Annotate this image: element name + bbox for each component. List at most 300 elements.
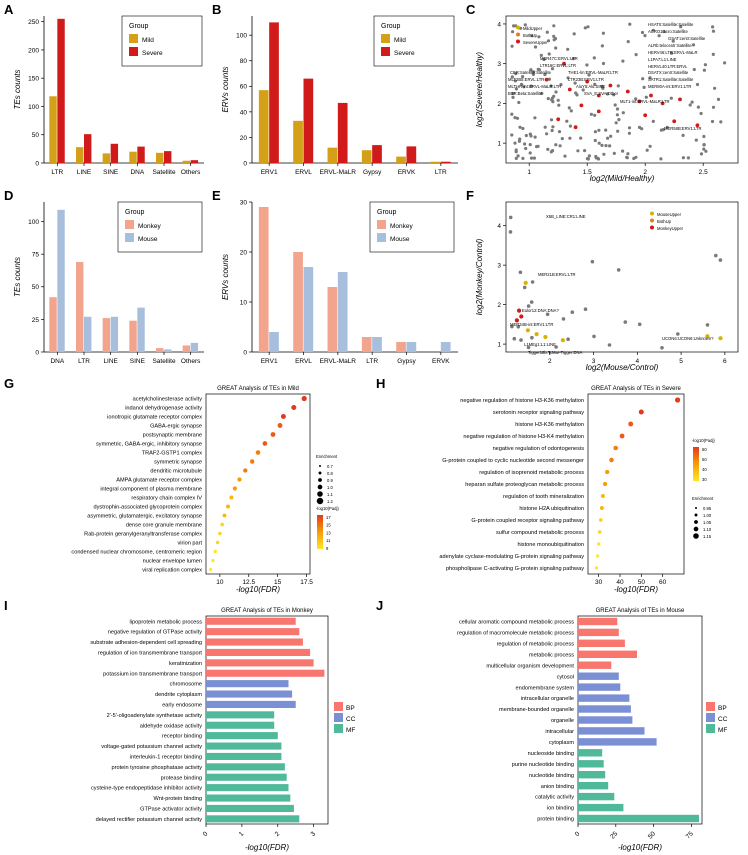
scatter-point — [533, 157, 536, 160]
svg-text:LINE: LINE — [76, 169, 92, 176]
bar — [206, 628, 299, 635]
svg-text:20: 20 — [239, 134, 247, 142]
scatter-point-highlight — [524, 281, 528, 285]
panel-label-c: C — [466, 2, 476, 17]
legend-swatch — [377, 233, 386, 242]
scatter-point — [517, 101, 520, 104]
svg-text:50: 50 — [646, 830, 658, 841]
legend-size-dot — [318, 485, 323, 490]
scatter-point — [704, 150, 707, 153]
bar — [206, 805, 294, 812]
svg-text:1.1: 1.1 — [327, 492, 333, 497]
scatter-point — [691, 101, 694, 104]
svg-text:1.10: 1.10 — [703, 527, 712, 532]
svg-text:HSATII:Satellite:Satellite: HSATII:Satellite:Satellite — [648, 22, 694, 27]
bar — [328, 148, 338, 163]
scatter-point — [554, 46, 557, 49]
svg-text:MLTHR-int:ERVL-MaLR:LTR: MLTHR-int:ERVL-MaLR:LTR — [508, 84, 562, 89]
scatter-point — [693, 68, 696, 71]
svg-text:MF: MF — [346, 727, 356, 734]
scatter-point — [682, 156, 685, 159]
scatter-point — [593, 56, 596, 59]
scatter-point — [545, 132, 548, 135]
dot-point — [281, 414, 286, 419]
svg-text:5: 5 — [679, 358, 683, 365]
legend-swatch — [334, 713, 343, 722]
svg-text:early endosome: early endosome — [162, 702, 202, 709]
panel-label-f: F — [466, 188, 474, 203]
svg-text:regulation of metabolic proces: regulation of metabolic process — [496, 641, 574, 648]
svg-text:100: 100 — [28, 103, 39, 111]
bar — [578, 716, 632, 723]
scatter-point-highlight — [678, 98, 682, 102]
svg-text:100: 100 — [28, 218, 39, 226]
svg-text:endomembrane system: endomembrane system — [515, 685, 574, 692]
svg-text:GSAT:centr:Satellite: GSAT:centr:Satellite — [668, 36, 706, 41]
dot-point — [601, 494, 605, 498]
panel-label-i: I — [4, 598, 8, 613]
legend-colorbar — [317, 515, 323, 549]
svg-text:AMPA glutamate receptor comple: AMPA glutamate receptor complex — [116, 477, 202, 484]
chart-j — [382, 604, 744, 852]
bar — [578, 727, 645, 734]
scatter-point — [551, 100, 554, 103]
scatter-point — [723, 61, 726, 64]
svg-text:Rab-protein geranylgeranyltran: Rab-protein geranylgeranyltransferase complex — [84, 531, 202, 538]
legend-size-dot — [317, 498, 324, 505]
scatter-point — [598, 142, 601, 145]
legend-size-dot — [695, 507, 697, 509]
bar — [137, 147, 144, 163]
scatter-point — [591, 260, 595, 264]
svg-text:4: 4 — [635, 358, 640, 365]
dot-point — [213, 550, 216, 553]
svg-text:integral component of plasma m: integral component of plasma membrane — [100, 486, 202, 493]
bar — [57, 210, 64, 352]
svg-text:75: 75 — [31, 251, 39, 259]
scatter-point — [523, 286, 527, 290]
scatter-point — [586, 25, 589, 28]
bar — [156, 348, 163, 352]
scatter-point — [594, 139, 597, 142]
scatter-point-highlight — [626, 90, 630, 94]
dot-point — [600, 506, 604, 510]
scatter-point-highlight — [609, 84, 613, 88]
svg-text:CC: CC — [346, 716, 356, 723]
dot-point — [609, 458, 613, 462]
bar — [191, 160, 198, 163]
scatter-point — [695, 139, 698, 142]
svg-text:TEs counts: TEs counts — [13, 69, 22, 110]
bar — [76, 262, 83, 352]
scatter-point — [704, 63, 707, 66]
scatter-point — [530, 157, 533, 160]
svg-text:cytoplasm: cytoplasm — [548, 740, 574, 746]
svg-text:HERVL40:LTR:ERVL: HERVL40:LTR:ERVL — [648, 64, 688, 69]
dot-point — [250, 459, 254, 463]
dot-point — [237, 477, 241, 481]
svg-text:GREAT Analysis of TEs in Mild: GREAT Analysis of TEs in Mild — [217, 386, 299, 392]
scatter-point — [529, 134, 532, 137]
bar — [578, 651, 637, 658]
scatter-point — [554, 90, 557, 93]
scatter-point — [550, 118, 553, 121]
svg-text:-log10(FDR): -log10(FDR) — [613, 585, 659, 594]
svg-text:log2(Mild/Healthy): log2(Mild/Healthy) — [589, 174, 655, 183]
scatter-point — [533, 116, 536, 119]
svg-text:40: 40 — [616, 579, 624, 586]
svg-text:ERVs counts: ERVs counts — [221, 253, 230, 301]
svg-text:BP: BP — [718, 705, 727, 712]
scatter-point — [608, 343, 612, 347]
bar — [259, 90, 269, 163]
svg-text:1.5: 1.5 — [582, 169, 592, 176]
scatter-point — [519, 338, 523, 342]
svg-text:intracellular: intracellular — [545, 729, 574, 735]
scatter-point — [621, 60, 624, 63]
svg-text:lipoprotein metabolic process: lipoprotein metabolic process — [129, 619, 202, 626]
svg-text:0.8: 0.8 — [327, 471, 333, 476]
scatter-point — [509, 216, 513, 220]
bar — [578, 749, 602, 756]
scatter-point — [537, 35, 540, 38]
legend-colorbar — [693, 447, 699, 481]
svg-text:BothUp: BothUp — [523, 33, 537, 38]
scatter-point — [702, 135, 705, 138]
scatter-point — [703, 69, 706, 72]
svg-text:MER80A-int:ERV1:LTR: MER80A-int:ERV1:LTR — [648, 84, 692, 89]
svg-text:SINE: SINE — [103, 169, 119, 176]
svg-text:1: 1 — [237, 830, 246, 838]
svg-text:13: 13 — [326, 530, 331, 536]
svg-text:symmetric, GABA-ergic, inhibit: symmetric, GABA-ergic, inhibitory synapse — [95, 441, 202, 448]
scatter-point — [641, 77, 644, 80]
scatter-point — [544, 126, 547, 129]
svg-text:LINE: LINE — [103, 358, 118, 365]
scatter-point — [568, 106, 571, 109]
legend-size-dot — [693, 533, 699, 539]
svg-text:DNA: DNA — [50, 358, 65, 365]
scatter-point-highlight — [718, 336, 722, 340]
svg-text:0: 0 — [35, 349, 39, 357]
svg-text:dendritic microtubule: dendritic microtubule — [150, 468, 202, 475]
svg-text:viral replication complex: viral replication complex — [142, 567, 202, 574]
bar — [206, 795, 290, 802]
bar — [206, 701, 296, 708]
scatter-point — [511, 45, 514, 48]
svg-text:X5B_LINE:CR1:LINE: X5B_LINE:CR1:LINE — [546, 214, 586, 219]
bar — [183, 161, 190, 163]
svg-text:MER58B:ERV1:LTR: MER58B:ERV1:LTR — [664, 126, 702, 131]
svg-text:phospholipase C-activating G-p: phospholipase C-activating G-protein signaling pathway — [445, 566, 584, 573]
panel-label-d: D — [4, 188, 14, 203]
svg-text:SATR1:Satellite:Satellite: SATR1:Satellite:Satellite — [648, 77, 694, 82]
scatter-point — [616, 113, 619, 116]
svg-text:0.9: 0.9 — [327, 478, 333, 483]
chart-i — [10, 604, 370, 852]
svg-text:negative regulation of GTPase: negative regulation of GTPase activity — [107, 629, 202, 636]
bar — [578, 771, 605, 778]
svg-text:CER:Satellite:Satellite: CER:Satellite:Satellite — [510, 70, 551, 75]
bar — [76, 147, 83, 163]
dot-point — [599, 518, 603, 522]
svg-text:ERVL-MaLR: ERVL-MaLR — [319, 358, 357, 365]
legend-dot — [516, 26, 520, 30]
bar — [156, 153, 163, 163]
scatter-point — [583, 149, 586, 152]
scatter-point — [525, 134, 528, 137]
bar — [111, 144, 118, 163]
svg-text:ERVs counts: ERVs counts — [221, 66, 230, 113]
scatter-point — [689, 103, 692, 106]
svg-text:regulation of tooth mineraliza: regulation of tooth mineralization — [503, 494, 584, 501]
svg-text:50: 50 — [31, 132, 39, 140]
svg-text:indanol dehydrogenase activity: indanol dehydrogenase activity — [125, 405, 202, 412]
svg-text:UCON6:UCON6:Unknown?: UCON6:UCON6:Unknown? — [662, 336, 714, 341]
scatter-point — [702, 143, 705, 146]
svg-text:1.2: 1.2 — [327, 499, 333, 504]
bar — [129, 152, 136, 163]
svg-text:2: 2 — [643, 169, 648, 176]
svg-text:BP: BP — [346, 705, 355, 712]
bar — [578, 705, 631, 712]
panel-label-j: J — [376, 598, 384, 613]
scatter-point — [617, 268, 621, 272]
svg-text:DSATX:centr:Satellite: DSATX:centr:Satellite — [648, 70, 689, 75]
scatter-point — [562, 317, 566, 321]
svg-text:catalytic activity: catalytic activity — [535, 794, 574, 801]
svg-text:ERVL: ERVL — [295, 169, 312, 176]
scatter-point-highlight — [535, 332, 539, 336]
svg-text:MER47C:ERVL:LTR: MER47C:ERVL:LTR — [540, 56, 578, 61]
legend-swatch — [377, 220, 386, 229]
svg-text:15: 15 — [326, 522, 331, 528]
scatter-point — [576, 149, 579, 152]
svg-text:17.5: 17.5 — [300, 579, 313, 586]
scatter-point — [643, 34, 646, 37]
svg-text:purine nucleotide binding: purine nucleotide binding — [511, 761, 574, 768]
svg-text:12.5: 12.5 — [242, 579, 256, 586]
scatter-point — [569, 125, 572, 128]
bar — [407, 146, 417, 163]
dot-point — [620, 434, 625, 439]
bar — [164, 151, 171, 163]
svg-text:Others: Others — [180, 358, 201, 365]
scatter-point — [706, 323, 710, 327]
svg-text:60: 60 — [239, 83, 247, 91]
scatter-point — [712, 53, 715, 56]
scatter-point — [566, 48, 569, 51]
chart-e — [218, 194, 464, 372]
scatter-point — [609, 135, 612, 138]
panel-label-e: E — [212, 188, 221, 203]
svg-text:GTPase activator activity: GTPase activator activity — [140, 806, 202, 813]
bar — [441, 162, 451, 163]
bar — [578, 782, 608, 789]
bar — [137, 308, 144, 352]
scatter-point — [517, 154, 520, 157]
svg-text:DNA: DNA — [130, 169, 145, 176]
panel-h-great-severe — [382, 382, 744, 594]
bar — [578, 673, 619, 680]
svg-text:TEs counts: TEs counts — [13, 256, 22, 298]
dot-point — [233, 486, 237, 490]
legend-size-dot — [695, 514, 698, 517]
svg-text:1.00: 1.00 — [703, 513, 712, 518]
bar — [578, 629, 619, 636]
scatter-point-highlight — [649, 94, 653, 98]
svg-text:11: 11 — [326, 538, 331, 544]
scatter-point — [628, 23, 631, 26]
bar — [57, 19, 64, 163]
svg-text:log2(Severe/Healthy): log2(Severe/Healthy) — [475, 51, 484, 128]
scatter-point — [714, 254, 718, 258]
svg-text:regulation of ion transmembran: regulation of ion transmembrane transport — [97, 650, 202, 657]
scatter-point — [697, 106, 700, 109]
scatter-point — [615, 121, 618, 124]
scatter-point — [601, 44, 604, 47]
svg-text:regulation of isoprenoid metab: regulation of isoprenoid metabolic process — [479, 470, 584, 477]
svg-text:LTR: LTR — [51, 169, 64, 176]
bar — [269, 22, 279, 163]
scatter-point — [534, 136, 537, 139]
scatter-point — [616, 130, 619, 133]
svg-text:potassium ion transmembrane tr: potassium ion transmembrane transport — [103, 671, 202, 678]
scatter-point — [568, 137, 571, 140]
svg-text:GREAT Analysis of TEs in Monke: GREAT Analysis of TEs in Monkey — [221, 608, 313, 614]
panel-c-scatter-severe-mild — [472, 8, 744, 183]
svg-text:ERVL: ERVL — [295, 358, 312, 365]
scatter-point — [566, 337, 570, 341]
svg-text:Monkey: Monkey — [390, 223, 413, 230]
svg-text:Group: Group — [377, 209, 397, 216]
dot-point — [613, 446, 618, 451]
scatter-point — [652, 120, 655, 123]
bar — [164, 349, 171, 352]
svg-text:protease binding: protease binding — [160, 775, 202, 782]
dot-point — [598, 530, 602, 534]
scatter-point — [554, 143, 557, 146]
svg-text:ionotropic glutamate receptor: ionotropic glutamate receptor complex — [107, 414, 202, 421]
dot-point — [226, 505, 230, 509]
svg-text:-log10(FDR): -log10(FDR) — [617, 843, 663, 852]
svg-text:GREAT Analysis of TEs in Mouse: GREAT Analysis of TEs in Mouse — [595, 608, 685, 614]
svg-text:voltage-gated potassium channe: voltage-gated potassium channel activity — [101, 744, 202, 751]
chart-g — [10, 382, 370, 594]
scatter-point — [509, 230, 513, 234]
svg-text:virion part: virion part — [177, 540, 202, 547]
scatter-point — [511, 30, 514, 33]
bar — [129, 321, 136, 352]
scatter-point — [660, 346, 664, 350]
bar — [206, 618, 296, 625]
legend-swatch — [129, 34, 138, 43]
svg-text:9: 9 — [326, 545, 329, 551]
dot-point — [278, 423, 283, 428]
svg-text:-log10(Padj): -log10(Padj) — [316, 506, 339, 511]
scatter-point — [627, 40, 630, 43]
bar — [338, 272, 348, 352]
dot-point — [218, 532, 222, 536]
svg-text:2: 2 — [273, 830, 282, 838]
scatter-point — [717, 98, 720, 101]
svg-text:LTR16C:ERVL:LTR: LTR16C:ERVL:LTR — [540, 63, 577, 68]
bar — [293, 252, 303, 352]
panel-g-great-mild — [10, 382, 370, 594]
scatter-point-highlight — [672, 119, 676, 123]
scatter-point — [588, 154, 591, 157]
svg-text:1.0: 1.0 — [327, 485, 333, 490]
bar — [183, 345, 190, 352]
scatter-point — [557, 104, 560, 107]
panel-f-scatter-monkey-mouse — [472, 194, 744, 372]
svg-text:MildUpper: MildUpper — [523, 26, 543, 31]
legend-swatch — [125, 220, 134, 229]
svg-text:serotonin receptor signaling p: serotonin receptor signaling pathway — [492, 410, 584, 417]
svg-text:MF: MF — [718, 727, 728, 734]
svg-text:heparan sulfate proteoglycan m: heparan sulfate proteoglycan metabolic process — [465, 482, 584, 489]
legend-dot — [650, 219, 654, 223]
legend-dot — [650, 212, 654, 216]
panel-b-ervs-counts-group — [218, 8, 464, 183]
scatter-point — [571, 310, 575, 314]
svg-text:80: 80 — [239, 58, 247, 66]
scatter-point — [592, 335, 596, 339]
scatter-point — [529, 143, 532, 146]
svg-text:condensed nuclear chromosome,: condensed nuclear chromosome, centromeric region — [71, 549, 202, 556]
scatter-point — [524, 147, 527, 150]
scatter-point — [546, 313, 550, 317]
svg-text:6: 6 — [723, 358, 727, 365]
svg-text:0: 0 — [243, 349, 247, 357]
svg-text:40: 40 — [239, 109, 247, 117]
scatter-point — [613, 152, 616, 155]
dot-point — [220, 523, 224, 527]
legend-swatch — [706, 713, 715, 722]
bar — [578, 694, 629, 701]
svg-text:respiratory chain complex IV: respiratory chain complex IV — [131, 495, 202, 502]
scatter-point — [711, 120, 714, 123]
panel-a-tes-counts-group — [10, 8, 210, 183]
legend-swatch — [381, 34, 390, 43]
svg-text:0: 0 — [35, 160, 39, 168]
svg-text:0: 0 — [201, 830, 210, 838]
scatter-point — [634, 156, 637, 159]
svg-text:TRAF2-GSTP1 complex: TRAF2-GSTP1 complex — [141, 450, 202, 457]
svg-text:50: 50 — [702, 457, 707, 462]
svg-text:ERVK: ERVK — [432, 358, 450, 365]
svg-text:G-protein coupled to cyclic nu: G-protein coupled to cyclic nucleotide second messenger — [442, 458, 584, 465]
svg-text:Satellite: Satellite — [152, 358, 176, 365]
legend-size-dot — [319, 472, 322, 475]
scatter-point — [518, 138, 521, 141]
dot-point — [216, 541, 220, 545]
scatter-point — [638, 126, 641, 129]
scatter-point — [547, 97, 550, 100]
svg-text:Satellite: Satellite — [152, 169, 176, 176]
bar — [49, 297, 56, 352]
bar — [206, 649, 310, 656]
scatter-point — [600, 144, 603, 147]
scatter-point — [638, 323, 642, 327]
scatter-point — [550, 150, 553, 153]
svg-text:adenylate cyclase-modulating G: adenylate cyclase-modulating G-protein signaling pathway — [439, 554, 584, 561]
scatter-point — [621, 150, 624, 153]
svg-text:nucleoside binding: nucleoside binding — [527, 750, 574, 757]
svg-text:10: 10 — [216, 579, 224, 586]
svg-text:Gypsy: Gypsy — [397, 358, 416, 365]
scatter-point — [711, 25, 714, 28]
